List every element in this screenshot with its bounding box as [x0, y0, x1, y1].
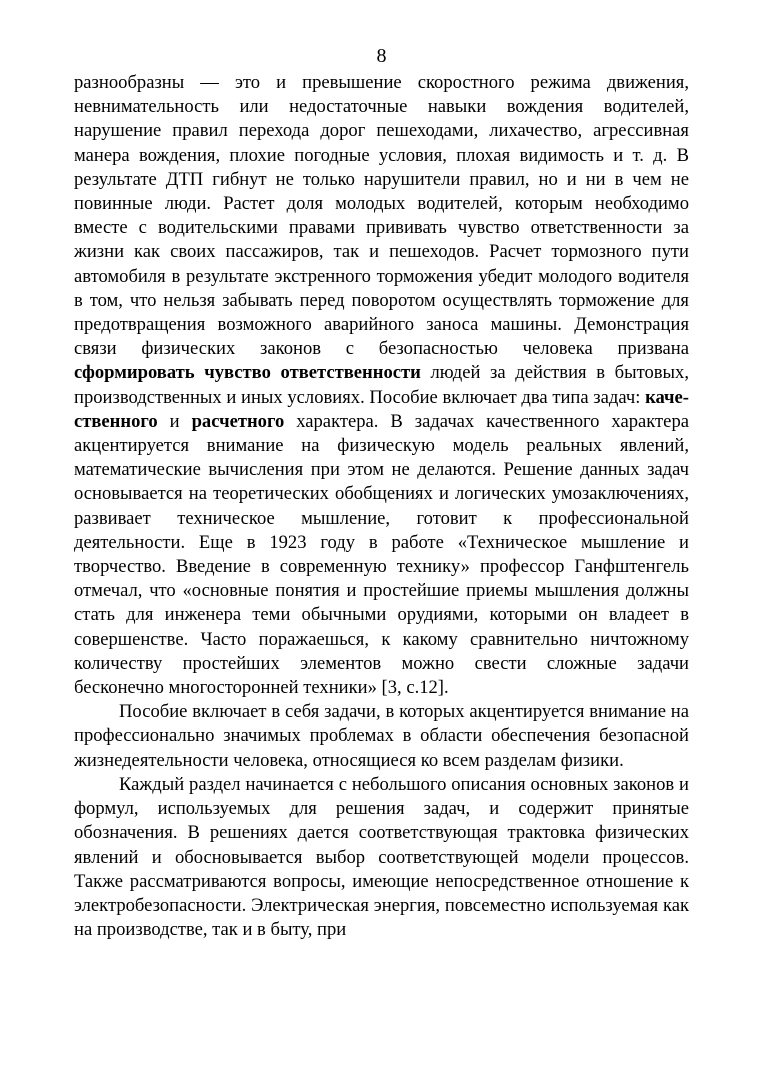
paragraph-sections	[74, 773, 689, 942]
text-run: характера. В задачах качественного характера акцентируется внимание на физическую модель реальных явлений, математические вычисления при этом не делаются. Решение данных задач основывается на теоретических обобщениях и логических умозаключениях, развивает техническое мышление, готовит к профессиональной деятельности. Еще в 1923 году в работе «Техническое мышление и творчество. Введение в современную технику» профессор Ганфштенгель отмечал, что «основные понятия и простейшие приемы мышления должны стать для инженера теми обычными орудиями, которыми он владеет в совершенстве. Часто поражаешься, к какому сравнительно ничтожному количеству простейших элементов можно свести сложные задачи бесконечно многосторонней техники» [3, с.12].	[74, 410, 689, 699]
text-run: разнообразны — это и превышение скоростного режима движения, невнимательность или недостаточные навыки вождения водителей, нарушение правил перехода дорог пешеходами, лихачество, агрессивная манера вождения, плохие погодные условия, плохая видимость и т. д. В результате ДТП гибнут не только нарушители правил, но и ни в чем не повинные люди. Растет доля молодых водителей, которым необходимо вместе с водительскими правами прививать чувство ответственности за жизни как своих пассажиров, так и пешеходов. Расчет тормозного пути автомобиля в результате экстренного торможения убедит молодого водителя в том, что нельзя забывать перед поворотом осуществлять торможение для предотвращения возможного аварийного заноса машины. Демонстрация связи физических законов с безопасностью человека призвана	[74, 72, 689, 360]
bold-phrase-responsibility: сформировать чувство ответственности	[74, 362, 421, 384]
text-run: Пособие включает в себя задачи, в которых акцентируется внимание на профессионально значимых проблемах в области обеспечения безопасной жизнедеятельности человека, относящиеся ко всем разделам физики.	[74, 701, 689, 771]
paragraph-manual-tasks	[74, 700, 689, 773]
text-run: людей за действия в бытовых, производственных и иных условиях. Пособие включает два типа задач:	[74, 362, 689, 408]
bold-word-qualitative: качественного	[74, 386, 689, 432]
bold-word-computational: расчетного	[191, 410, 285, 432]
paragraph-intro	[74, 71, 689, 700]
text-run: и	[157, 410, 192, 432]
page-number: 8	[376, 45, 387, 67]
body-text	[74, 71, 689, 942]
text-run: Каждый раздел начинается с небольшого описания основных законов и формул, используемых для решения задач, и содержит принятые обозначения. В решениях дается соответствующая трактовка физических явлений и обосновывается выбор соответствующей модели процессов. Также рассматриваются вопросы, имеющие непосредственное отношение к электробезопасности. Электрическая энергия, повсеместно используемая как на производстве, так и в быту, при	[74, 773, 689, 941]
